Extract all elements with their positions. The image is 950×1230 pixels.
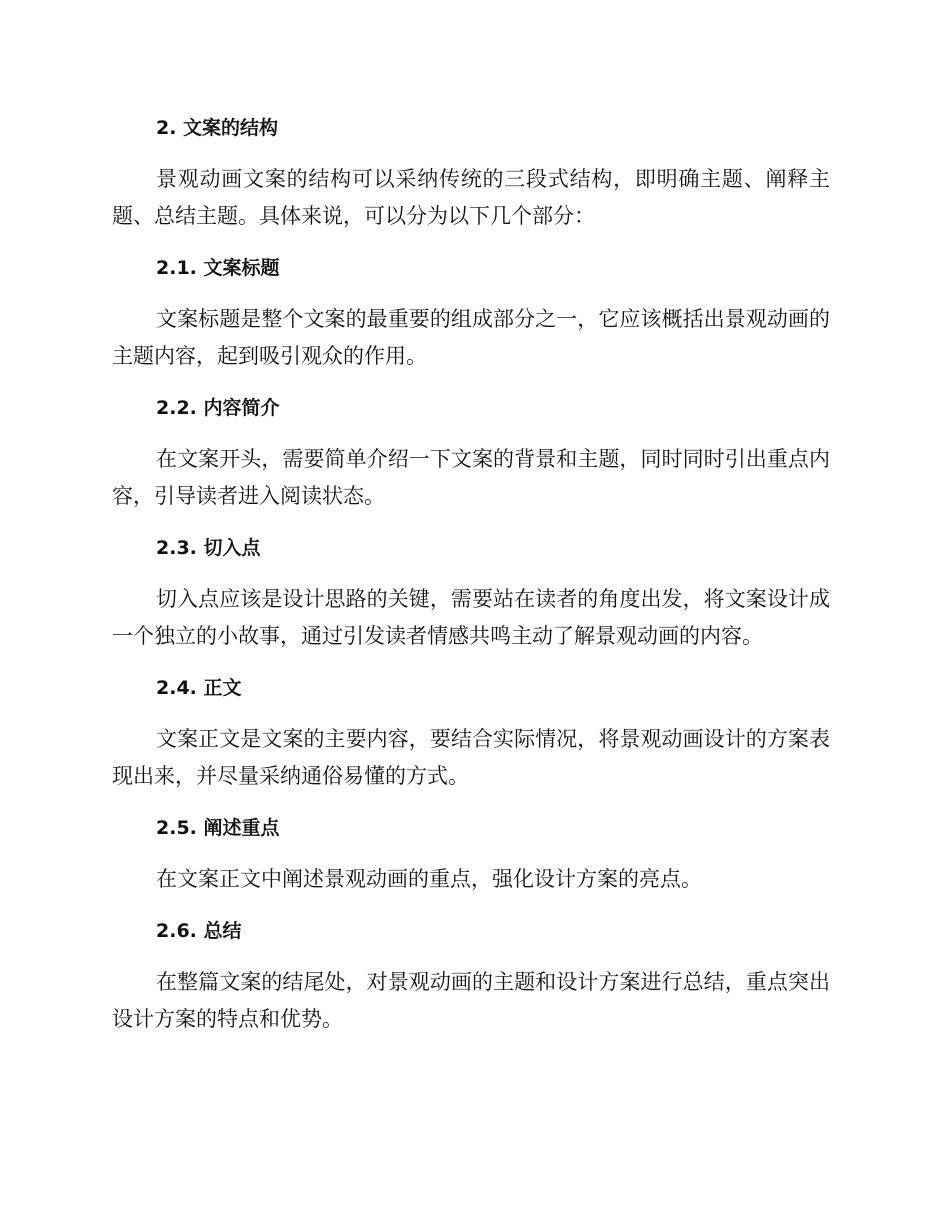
section-heading: 2. 文案的结构 xyxy=(156,117,279,139)
section-heading: 2.5. 阐述重点 xyxy=(156,817,280,839)
section-heading: 2.6. 总结 xyxy=(156,920,242,942)
section-paragraph: 在文案开头，需要简单介绍一下文案的背景和主题，同时同时引出重点内容，引导读者进入阅读状态。 xyxy=(112,447,830,508)
section-paragraph: 在整篇文案的结尾处，对景观动画的主题和设计方案进行总结，重点突出设计方案的特点和优势。 xyxy=(112,970,830,1031)
section-paragraph: 在文案正文中阐述景观动画的重点，强化设计方案的亮点。 xyxy=(156,867,702,891)
section-heading: 2.1. 文案标题 xyxy=(156,257,280,279)
section-paragraph: 文案正文是文案的主要内容，要结合实际情况，将景观动画设计的方案表现出来，并尽量采纳通俗易懂的方式。 xyxy=(112,727,830,788)
section-heading: 2.3. 切入点 xyxy=(156,537,261,559)
section-heading: 2.2. 内容简介 xyxy=(156,397,280,419)
section-paragraph: 切入点应该是设计思路的关键，需要站在读者的角度出发，将文案设计成一个独立的小故事，通过引发读者情感共鸣主动了解景观动画的内容。 xyxy=(112,587,830,648)
section-heading: 2.4. 正文 xyxy=(156,677,242,699)
section-paragraph: 景观动画文案的结构可以采纳传统的三段式结构，即明确主题、阐释主题、总结主题。具体来说，可以分为以下几个部分： xyxy=(112,167,830,228)
document-body xyxy=(112,108,830,1038)
section-paragraph: 文案标题是整个文案的最重要的组成部分之一，它应该概括出景观动画的主题内容，起到吸引观众的作用。 xyxy=(112,307,830,368)
